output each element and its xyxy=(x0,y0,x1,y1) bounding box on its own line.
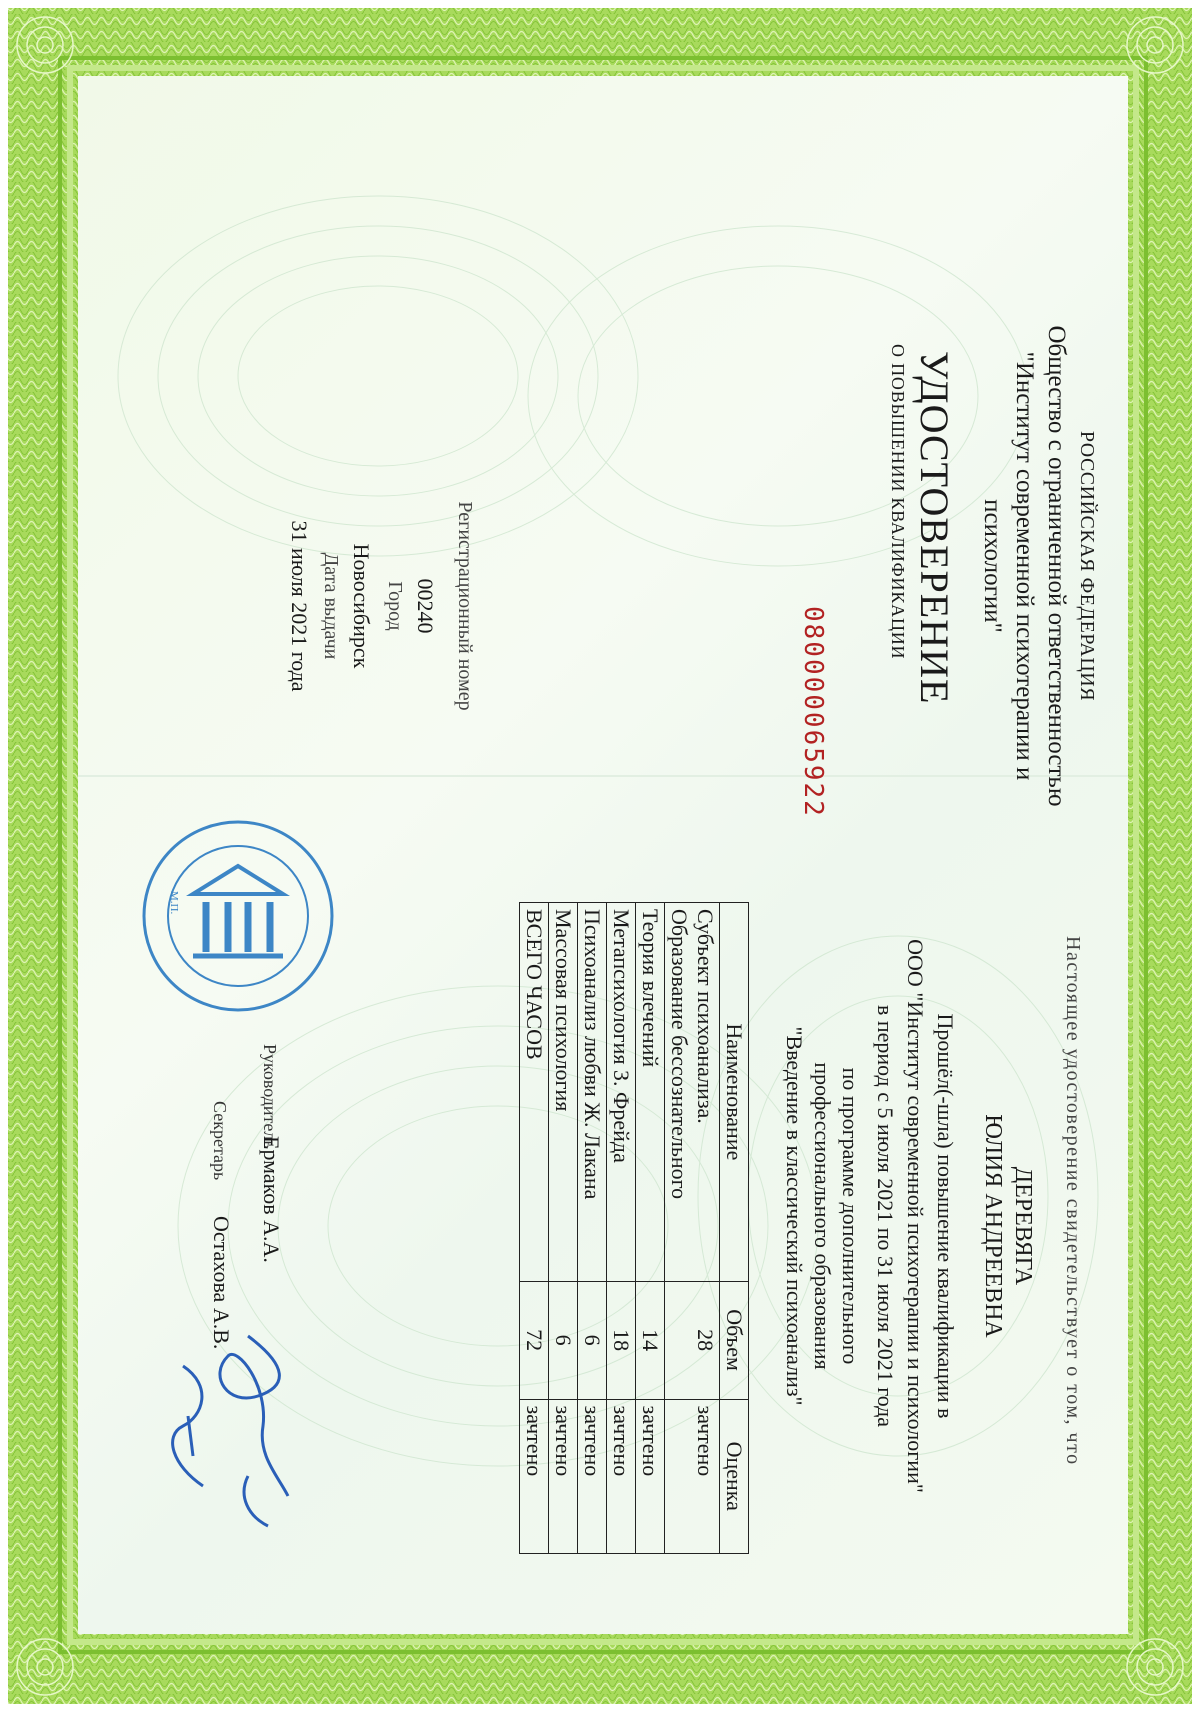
stamp-mp: М.П. xyxy=(168,891,180,915)
subject-grade: зачтено xyxy=(665,1399,720,1554)
program-line1: по программе дополнительного xyxy=(838,1067,863,1365)
subject-name xyxy=(665,903,720,1282)
table-row xyxy=(665,903,720,1554)
city-label: Город xyxy=(384,581,406,631)
table-row xyxy=(607,903,636,1554)
subject-name-line2: Образование бессознательного xyxy=(667,909,692,1200)
subject-grade: зачтено xyxy=(549,1399,578,1554)
program-line2: профессионального образования xyxy=(810,1062,835,1370)
table-header-row xyxy=(720,903,749,1554)
country-heading: РОССИЙСКАЯ ФЕДЕРАЦИЯ xyxy=(1076,430,1098,702)
head-label: Руководитель xyxy=(260,1044,280,1149)
program-title: "Введение в классический психоанализ" xyxy=(782,1026,807,1406)
subjects-table xyxy=(519,902,749,1554)
organization-stamp xyxy=(138,816,338,1016)
completion-line2: ООО "Институт современной психотерапии и психологии" xyxy=(903,939,928,1493)
subject-name: Массовая психология xyxy=(549,903,578,1282)
org-name-line3: психологии" xyxy=(979,499,1006,633)
table-row xyxy=(578,903,607,1554)
subject-name: Психоанализ любви Ж. Лакана xyxy=(578,903,607,1282)
org-name-line1: Общество с ограниченной ответственностью xyxy=(1043,325,1070,807)
registration-number: 00240 xyxy=(413,578,438,634)
table-row xyxy=(549,903,578,1554)
subject-hours: 6 xyxy=(549,1281,578,1399)
holder-surname: ДЕРЕВЯГА xyxy=(1010,1166,1036,1286)
total-grade: зачтено xyxy=(520,1399,549,1554)
subject-name: Метапсихология З. Фрейда xyxy=(607,903,636,1282)
serial-number: 080000065922 xyxy=(798,606,828,818)
registration-label: Регистрационный номер xyxy=(454,501,476,711)
table-header-name: Наименование xyxy=(720,903,749,1282)
secretary-signature xyxy=(143,1356,233,1506)
subject-name-line1: Субъект психоанализа. xyxy=(693,909,718,1124)
secretary-name: Остахова А.В. xyxy=(209,1216,234,1350)
table-row xyxy=(636,903,665,1554)
rotated-landscape-content xyxy=(78,76,1128,1634)
table-header-hours: Объем xyxy=(720,1281,749,1399)
table-header-grade: Оценка xyxy=(720,1399,749,1554)
secretary-label: Секретарь xyxy=(210,1101,230,1181)
total-label: ВСЕГО ЧАСОВ xyxy=(520,903,549,1282)
subject-grade: зачтено xyxy=(636,1399,665,1554)
issue-date-label: Дата выдачи xyxy=(320,552,342,660)
subject-grade: зачтено xyxy=(607,1399,636,1554)
subject-hours: 6 xyxy=(578,1281,607,1399)
subject-hours: 18 xyxy=(607,1281,636,1399)
org-name-line2: "Институт современной психотерапии и xyxy=(1011,351,1038,781)
table-row-total xyxy=(520,903,549,1554)
subject-hours: 28 xyxy=(665,1281,720,1399)
subject-name: Теория влечений xyxy=(636,903,665,1282)
total-hours: 72 xyxy=(520,1281,549,1399)
document-subtitle: О ПОВЫШЕНИИ КВАЛИФИКАЦИИ xyxy=(888,344,908,660)
completion-line1: Прошёл(-шла) повышение квалификации в xyxy=(933,1013,958,1419)
city-value: Новосибирск xyxy=(349,543,374,669)
subject-grade: зачтено xyxy=(578,1399,607,1554)
head-name: Ермаков А.А. xyxy=(259,1136,284,1263)
subject-hours: 14 xyxy=(636,1281,665,1399)
holder-name: ЮЛИЯ АНДРЕЕВНА xyxy=(980,1114,1006,1338)
completion-period: в период с 5 июля 2021 по 31 июля 2021 года xyxy=(873,1004,898,1428)
intro-text: Настоящее удостоверение свидетельствует о том, что xyxy=(1062,936,1084,1466)
issue-date-value: 31 июля 2021 года xyxy=(287,520,312,692)
document-title: УДОСТОВЕРЕНИЕ xyxy=(912,351,957,705)
